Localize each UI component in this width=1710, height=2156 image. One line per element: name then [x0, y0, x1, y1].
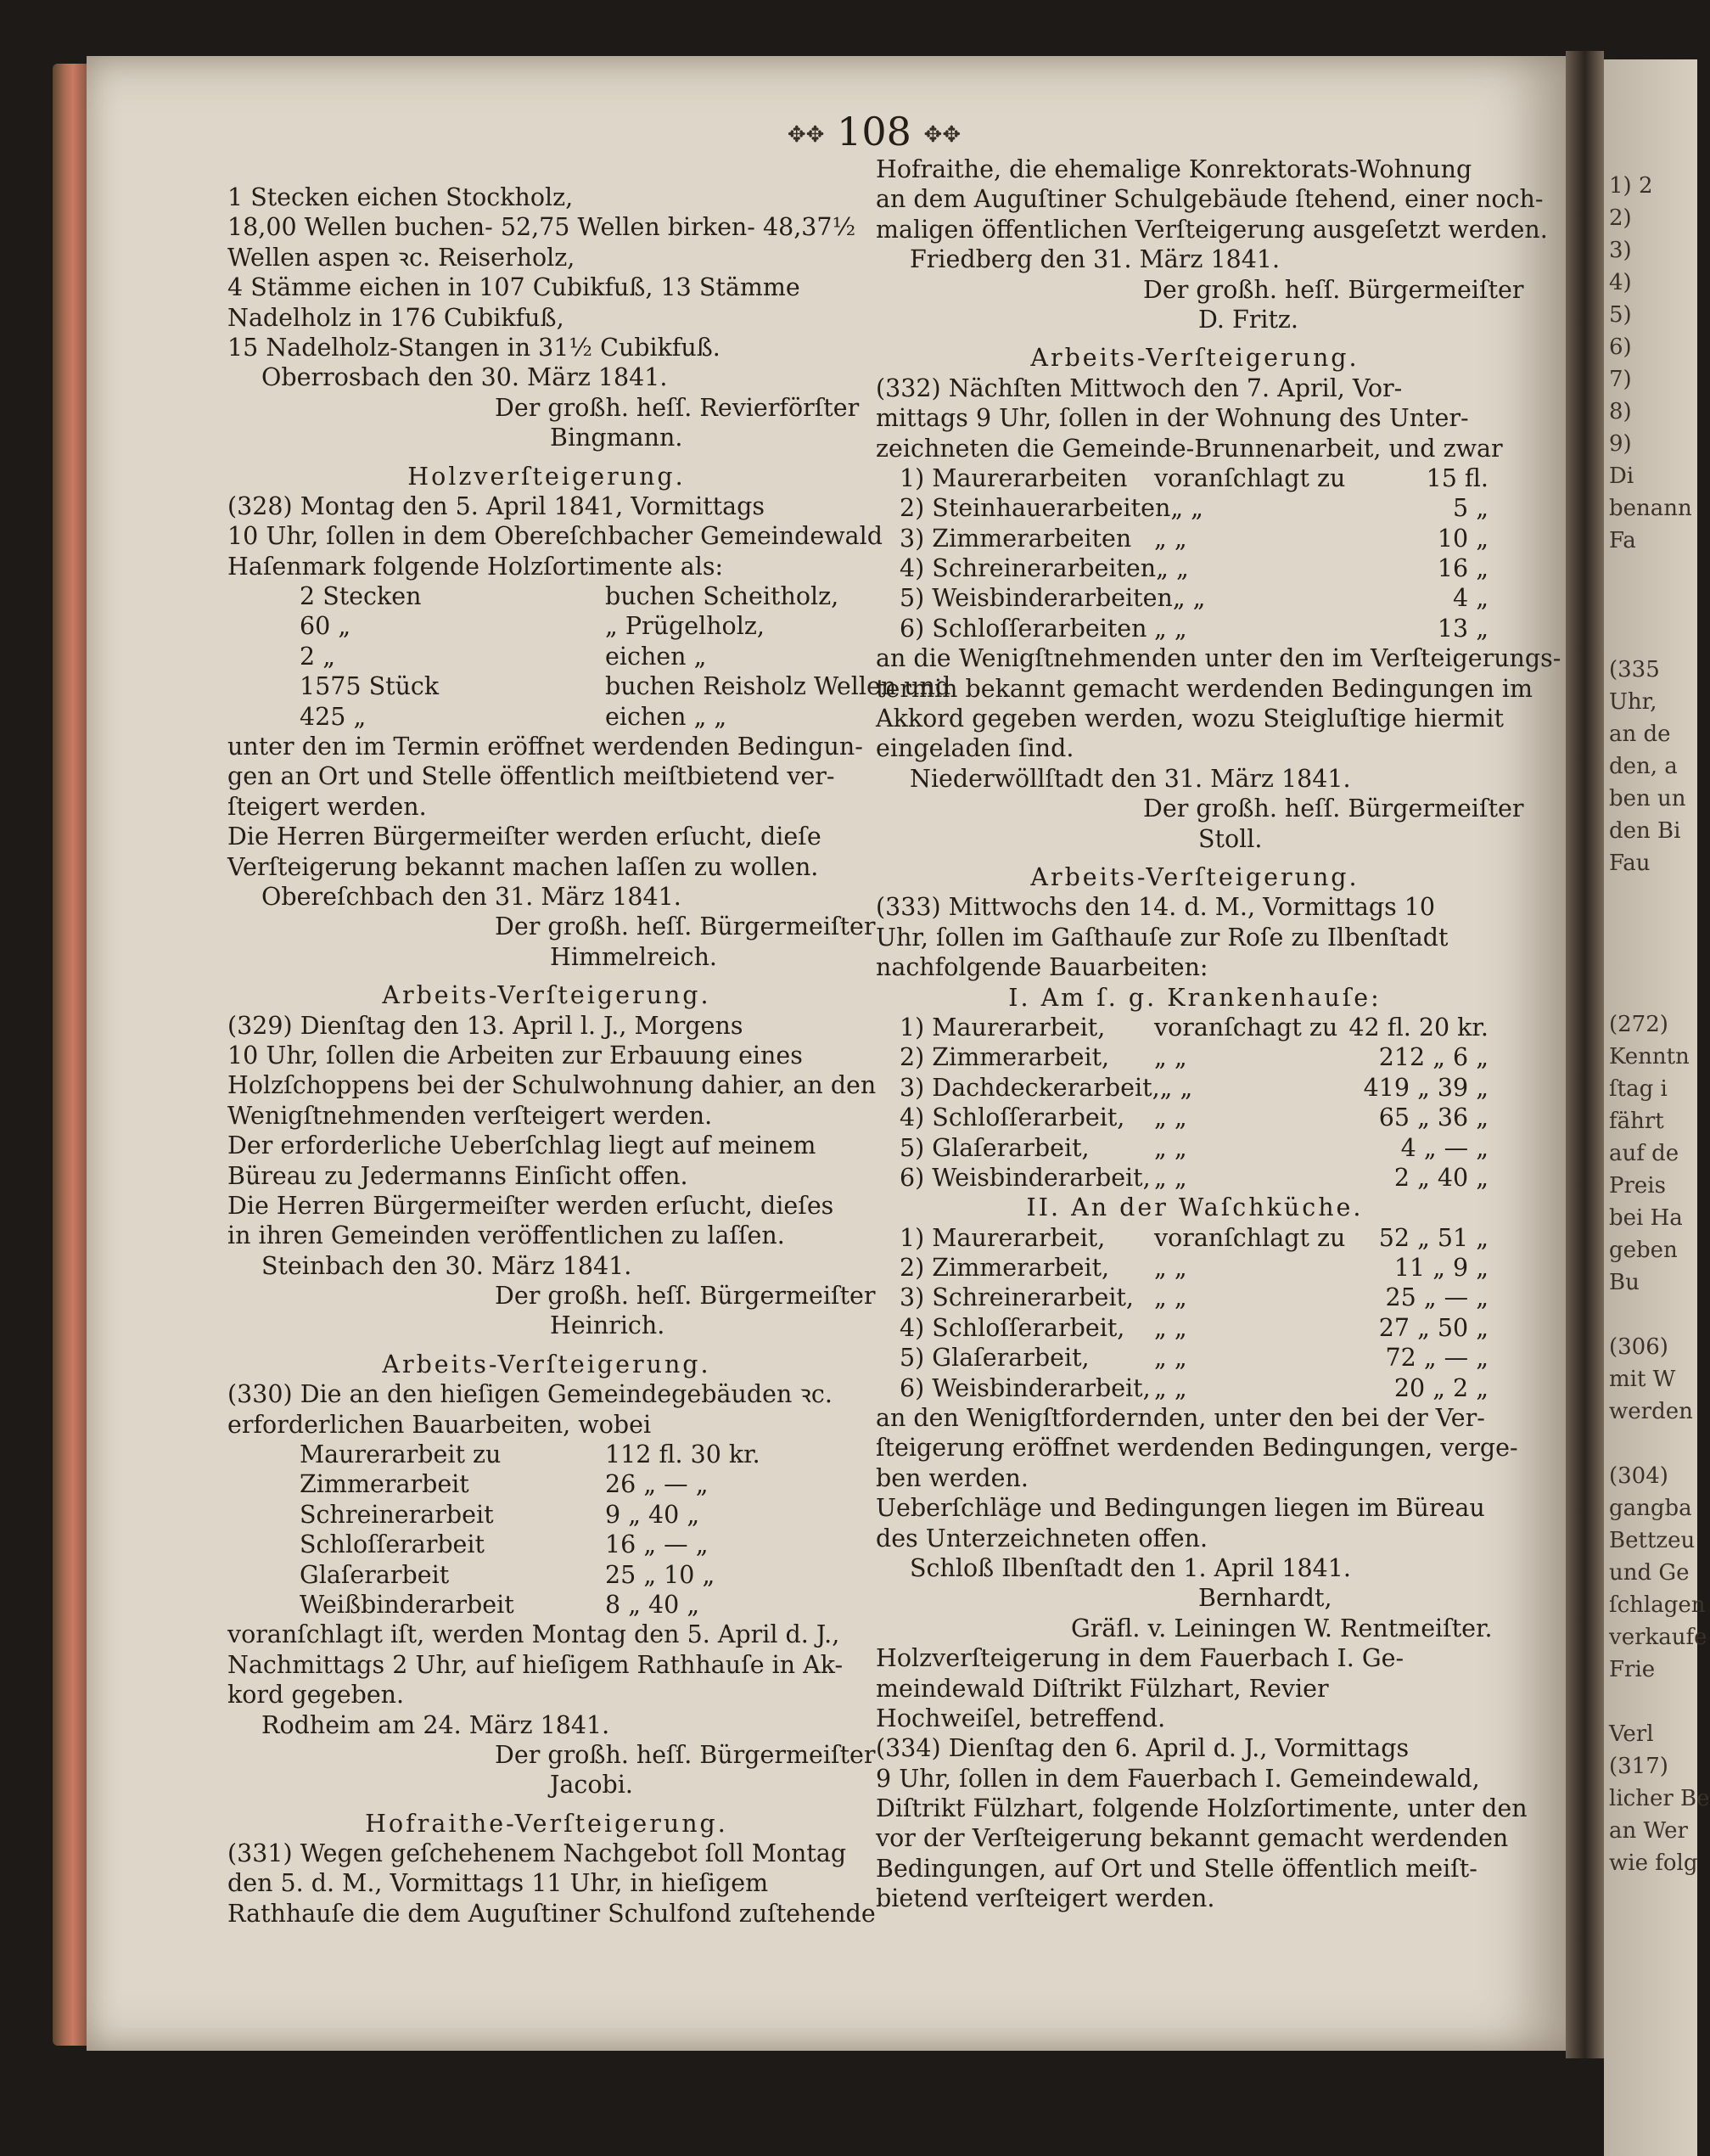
ornament-left-icon: ✥✥	[787, 122, 825, 148]
next-page-fragment: ſchlagen	[1609, 1592, 1706, 1618]
notice-line: Verſteigerung bekannt machen laſſen zu wollen.	[227, 852, 819, 881]
text-line: Wellen aspen ꝛc. Reiserholz,	[227, 243, 575, 272]
cost-item-value: 8 „ 40 „	[605, 1590, 700, 1619]
signature: Der großh. heſſ. Bürgermeiſter	[1143, 275, 1524, 304]
next-page-fragment	[1604, 1428, 1697, 1460]
cost-item-name: 1) Maurerarbeiten	[900, 463, 1128, 492]
wood-item-row	[227, 581, 866, 611]
next-page-fragment: fährt	[1609, 1109, 1664, 1134]
cost-item-row	[227, 1440, 866, 1469]
wood-item-description: „ Prügelholz,	[605, 612, 765, 641]
cost-item-row	[227, 1469, 866, 1499]
cost-item-note: „ „	[1170, 494, 1203, 523]
spacer	[227, 972, 866, 980]
next-page-fragment	[1604, 621, 1697, 654]
next-page-fragment: und Ge	[1609, 1560, 1690, 1586]
cost-item-name: 6) Schloſſerarbeiten	[900, 614, 1147, 643]
spacer	[227, 1341, 866, 1350]
section-heading: Arbeits-Verſteigerung.	[1030, 344, 1360, 373]
wood-item-description: buchen Scheitholz,	[605, 582, 839, 611]
next-page-fragment: Fau	[1609, 851, 1651, 876]
cost-item-row	[876, 1223, 1514, 1253]
next-page-fragment: ſtag i	[1609, 1076, 1668, 1102]
cost-item-note: „ „	[1154, 1344, 1187, 1373]
signature: Der großh. heſſ. Bürgermeiſter	[495, 1740, 876, 1769]
next-page-strip	[1604, 59, 1710, 2156]
spacer	[227, 1800, 866, 1809]
notice-line: Uhr, ſollen im Gaſthauſe zur Roſe zu Ilbenſtadt	[876, 923, 1449, 952]
cost-item-name: 5) Glaſerarbeit,	[900, 1133, 1090, 1162]
next-page-fragment: Kenntn	[1609, 1044, 1690, 1070]
signature: Der großh. heſſ. Bürgermeiſter	[495, 912, 876, 941]
place-date: Obereſchbach den 31. März 1841.	[261, 882, 681, 911]
next-page-fragment: 2)	[1609, 205, 1632, 231]
notice-line: 9 Uhr, ſollen in dem Fauerbach I. Gemeindewald,	[876, 1764, 1480, 1793]
notice-line: Diſtrikt Fülzhart, folgende Holzſortimente, unter den	[876, 1794, 1528, 1823]
next-page-fragment: Di	[1609, 463, 1634, 489]
next-page-fragment: 8)	[1609, 399, 1632, 424]
spacer	[227, 453, 866, 462]
notice-line: Bedingungen, auf Ort und Stelle öffentlich meiſt-	[876, 1854, 1477, 1883]
next-page-fragment	[1604, 944, 1697, 976]
notice-line: erforderlichen Bauarbeiten, wobei	[227, 1410, 652, 1439]
cost-item-row	[876, 1373, 1514, 1403]
notice-line: ſteigerung eröffnet werdenden Bedingungen, verge-	[876, 1434, 1518, 1463]
wood-item-row	[227, 642, 866, 671]
cost-item-value: 419 „ 39 „	[1363, 1073, 1489, 1102]
cost-item-row	[876, 583, 1514, 613]
notice-line: mittags 9 Uhr, ſollen in der Wohnung des Unter-	[876, 404, 1469, 433]
next-page-fragment: Bettzeu	[1609, 1528, 1696, 1553]
wood-item-row	[227, 702, 866, 732]
notice-line: Nachmittags 2 Uhr, auf hieſigem Rathhauſe in Ak-	[227, 1650, 844, 1679]
next-page-fragment: (317)	[1609, 1754, 1668, 1779]
next-page-fragment	[1604, 912, 1697, 944]
wood-item-description: eichen „	[605, 642, 707, 671]
notice-line: (331) Wegen geſchehenem Nachgebot ſoll Montag	[227, 1839, 847, 1868]
signature-name: Himmelreich.	[550, 942, 717, 971]
cost-item-name: 3) Zimmerarbeiten	[900, 524, 1132, 553]
cost-item-row	[876, 1013, 1514, 1042]
cost-item-name: 4) Schloſſerarbeit,	[900, 1313, 1125, 1342]
cost-item-name: 1) Maurerarbeit,	[900, 1013, 1106, 1042]
signature: Der großh. heſſ. Bürgermeiſter	[495, 1282, 876, 1311]
notice-line: an die Wenigſtnehmenden unter den im Verſteigerungs-	[876, 644, 1561, 673]
cost-item-name: 2) Zimmerarbeit,	[900, 1043, 1110, 1072]
cost-item-row	[876, 1253, 1514, 1283]
next-page-fragment: 4)	[1609, 270, 1632, 295]
next-page-fragment: den, a	[1609, 754, 1678, 779]
cost-item-value: 20 „ 2 „	[1393, 1373, 1489, 1402]
next-page-fragment: an Wer	[1609, 1818, 1688, 1844]
notice-line: in ihren Gemeinden veröffentlichen zu laſſen.	[227, 1221, 785, 1250]
signature-name: D. Fritz.	[1198, 305, 1298, 334]
next-page-fragment: (335	[1609, 657, 1660, 682]
cost-item-note: „ „	[1154, 1163, 1187, 1192]
notice-line: Akkord gegeben werden, wozu Steigluſtige hiermit	[876, 705, 1504, 733]
notice-line: Holzſchoppens bei der Schulwohnung dahier, an den	[227, 1071, 877, 1100]
next-page-fragment: Bu	[1609, 1270, 1640, 1295]
wood-item-quantity: 1575 Stück	[300, 672, 440, 701]
cost-item-row	[876, 463, 1514, 493]
cost-item-row	[876, 1313, 1514, 1343]
wood-item-description: eichen „ „	[605, 702, 727, 731]
signature: Gräfl. v. Leiningen W. Rentmeiſter.	[1071, 1614, 1493, 1642]
notice-line: Büreau zu Jedermanns Einſicht offen.	[227, 1161, 688, 1190]
notice-line: Haſenmark folgende Holzſortimente als:	[227, 552, 724, 581]
next-page-fragment: ben un	[1609, 786, 1686, 811]
cost-item-value: 10 „	[1437, 524, 1489, 553]
signature: Der großh. heſſ. Revierförſter	[495, 393, 860, 422]
section-heading: Holzverſteigerung.	[407, 462, 686, 491]
next-page-fragment: wie folg	[1609, 1850, 1698, 1876]
notice-line: des Unterzeichneten offen.	[876, 1524, 1208, 1552]
wood-item-quantity: 2 „	[300, 642, 335, 671]
cost-item-value: 4 „	[1453, 584, 1489, 613]
text-line: Nadelholz in 176 Cubikfuß,	[227, 303, 564, 332]
signature-name: Jacobi.	[550, 1771, 633, 1799]
cost-item-value: 25 „ 10 „	[605, 1560, 715, 1589]
notice-line: termin bekannt gemacht werdenden Bedingungen im	[876, 674, 1533, 703]
wood-item-quantity: 2 Stecken	[300, 582, 422, 611]
notice-line: Rathhauſe die dem Auguſtiner Schulfond zuſtehende	[227, 1899, 876, 1928]
next-page-fragment	[1604, 976, 1697, 1008]
next-page-fragment: (272)	[1609, 1012, 1668, 1037]
next-page-fragment: den Bi	[1609, 818, 1681, 844]
signature: Der großh. heſſ. Bürgermeiſter	[1143, 794, 1524, 823]
cost-item-name: Glaſerarbeit	[300, 1560, 450, 1589]
cost-item-value: 15 fl.	[1426, 463, 1489, 492]
cost-item-value: 27 „ 50 „	[1378, 1313, 1489, 1342]
notice-line: kord gegeben.	[227, 1681, 405, 1710]
page-number: 108	[837, 109, 911, 154]
next-page-fragment	[1604, 557, 1697, 589]
cost-item-row	[876, 614, 1514, 643]
next-page-fragment: 7)	[1609, 367, 1632, 392]
notice-line: Die Herren Bürgermeiſter werden erſucht, dieſes	[227, 1191, 834, 1220]
cost-item-name: Weißbinderarbeit	[300, 1590, 514, 1619]
cost-item-name: Zimmerarbeit	[300, 1470, 469, 1499]
next-page-fragment: Fa	[1609, 528, 1636, 553]
notice-line: gen an Ort und Stelle öffentlich meiſtbietend ver-	[227, 762, 835, 791]
wood-item-quantity: 425 „	[300, 702, 367, 731]
notice-line: Hofraithe, die ehemalige Konrektorats-Wohnung	[876, 155, 1472, 183]
cost-item-note: „ „	[1156, 554, 1189, 583]
cost-item-name: 6) Weisbinderarbeit,	[900, 1163, 1151, 1192]
cost-item-name: 3) Schreinerarbeit,	[900, 1283, 1134, 1312]
left-column	[227, 182, 951, 1929]
section-heading: Holzverſteigerung in dem Fauerbach I. Ge-	[876, 1644, 1404, 1673]
next-page-fragment: mit W	[1609, 1367, 1676, 1392]
cost-item-value: 16 „ — „	[605, 1530, 709, 1559]
next-page-fragment: gangba	[1609, 1496, 1692, 1521]
text-line: 4 Stämme eichen in 107 Cubikfuß, 13 Stämme	[227, 273, 800, 302]
notice-line: (334) Dienſtag den 6. April d. J., Vormittags	[876, 1734, 1410, 1763]
notice-line: Ueberſchläge und Bedingungen liegen im Büreau	[876, 1494, 1485, 1523]
cost-item-note: „ „	[1154, 1373, 1187, 1402]
notice-line: (330) Die an den hieſigen Gemeindegebäuden ꝛc.	[227, 1380, 833, 1409]
notice-line: (332) Nächſten Mittwoch den 7. April, Vor-	[876, 373, 1403, 402]
notice-line: 10 Uhr, ſollen in dem Obereſchbacher Gemeindewald	[227, 522, 883, 551]
cost-item-row	[876, 1283, 1514, 1312]
cost-item-value: 16 „	[1437, 554, 1489, 583]
cost-item-note: „ „	[1154, 1133, 1187, 1162]
next-page-fragment: (304)	[1609, 1463, 1668, 1489]
notice-line: den 5. d. M., Vormittags 11 Uhr, in hieſigem	[227, 1869, 769, 1898]
cost-item-row	[227, 1560, 866, 1590]
cost-item-note: voranſchlagt zu	[1154, 463, 1346, 492]
next-page-fragment	[1604, 1686, 1697, 1718]
notice-line: voranſchlagt iſt, werden Montag den 5. April d. J.,	[227, 1620, 840, 1649]
wood-item-row	[227, 671, 951, 701]
ornament-right-icon: ✥✥	[923, 122, 962, 148]
cost-item-row	[876, 493, 1514, 523]
place-date: Rodheim am 24. März 1841.	[261, 1710, 610, 1739]
cost-item-value: 52 „ 51 „	[1378, 1223, 1489, 1252]
wood-item-row	[227, 611, 866, 641]
cost-item-name: Maurerarbeit zu	[300, 1440, 502, 1469]
cost-item-value: 11 „ 9 „	[1393, 1254, 1489, 1283]
book-gutter	[1566, 51, 1604, 2058]
notice-line: ben werden.	[876, 1463, 1029, 1492]
notice-line: unter den im Termin eröffnet werdenden Bedingun-	[227, 733, 863, 761]
notice-line: an den Wenigſtfordernden, unter den bei der Ver-	[876, 1404, 1485, 1433]
wood-item-quantity: 60 „	[300, 612, 351, 641]
section-heading: Arbeits-Verſteigerung.	[382, 981, 711, 1010]
spacer	[876, 854, 1514, 862]
cost-item-value: 4 „ — „	[1400, 1133, 1489, 1162]
next-page-fragment: 1) 2	[1609, 173, 1653, 199]
notice-line: 10 Uhr, ſollen die Arbeiten zur Erbauung eines	[227, 1041, 803, 1070]
next-page-fragment: Uhr,	[1609, 689, 1657, 715]
cost-item-note: „ „	[1154, 1103, 1187, 1132]
cost-item-note: „ „	[1154, 1043, 1187, 1072]
signature-name: Heinrich.	[550, 1311, 665, 1340]
section-heading: Hofraithe-Verſteigerung.	[365, 1809, 728, 1838]
signature-name: Stoll.	[1198, 824, 1263, 853]
notice-line: maligen öffentlichen Verſteigerung ausgeſetzt werden.	[876, 215, 1548, 244]
spacer	[876, 334, 1514, 343]
subsection-heading: I. Am ſ. g. Krankenhauſe:	[1008, 983, 1382, 1012]
cost-item-name: 5) Weisbinderarbeiten	[900, 584, 1173, 613]
signature-name: Bernhardt,	[1198, 1584, 1332, 1613]
cost-item-name: Schreinerarbeit	[300, 1500, 494, 1529]
section-heading: Arbeits-Verſteigerung.	[1030, 862, 1360, 891]
cost-item-note: „ „	[1154, 1313, 1187, 1342]
next-page-fragment: 9)	[1609, 431, 1632, 457]
place-date: Friedberg den 31. März 1841.	[910, 245, 1281, 274]
notice-line: nachfolgende Bauarbeiten:	[876, 953, 1208, 982]
cost-item-name: 2) Zimmerarbeit,	[900, 1254, 1110, 1283]
next-page-fragment: Frie	[1609, 1657, 1656, 1682]
notice-line: vor der Verſteigerung bekannt gemacht werdenden	[876, 1824, 1509, 1853]
text-line: 18,00 Wellen buchen- 52,75 Wellen birken- 48,37½	[227, 213, 856, 242]
place-date: Schloß Ilbenſtadt den 1. April 1841.	[910, 1553, 1351, 1582]
cost-item-value: 2 „ 40 „	[1393, 1163, 1489, 1192]
place-date: Oberrosbach den 30. März 1841.	[261, 363, 668, 392]
cost-item-row	[876, 1103, 1514, 1132]
section-heading: meindewald Diſtrikt Fülzhart, Revier	[876, 1674, 1329, 1703]
section-heading: Hochweiſel, betreffend.	[876, 1704, 1166, 1732]
cost-item-row	[876, 524, 1514, 553]
place-date: Niederwöllſtadt den 31. März 1841.	[910, 764, 1351, 793]
next-page-fragment: Preis	[1609, 1173, 1666, 1199]
cost-item-value: 72 „ — „	[1385, 1344, 1489, 1373]
next-page-fragment: an de	[1609, 721, 1671, 747]
notice-line: Wenigſtnehmenden verſteigert werden.	[227, 1101, 713, 1130]
signature-name: Bingmann.	[550, 424, 683, 452]
notice-line: zeichneten die Gemeinde-Brunnenarbeit, und zwar	[876, 434, 1503, 463]
cost-item-row	[876, 553, 1514, 583]
cost-item-value: 5 „	[1453, 494, 1489, 523]
cost-item-value: 25 „ — „	[1385, 1283, 1489, 1312]
cost-item-name: 5) Glaſerarbeit,	[900, 1344, 1090, 1373]
notice-line: Der erforderliche Ueberſchlag liegt auf meinem	[227, 1131, 816, 1160]
cost-item-value: 9 „ 40 „	[605, 1500, 700, 1529]
cost-item-name: 1) Maurerarbeit,	[900, 1223, 1106, 1252]
notice-line: eingeladen ſind.	[876, 734, 1074, 763]
next-page-fragment	[1604, 589, 1697, 621]
cost-item-note: „ „	[1154, 1283, 1187, 1312]
right-column	[876, 154, 1561, 1914]
text-line: 15 Nadelholz-Stangen in 31½ Cubikfuß.	[227, 333, 720, 362]
cost-item-row	[227, 1590, 866, 1620]
notice-line: (328) Montag den 5. April 1841, Vormittags	[227, 491, 765, 520]
subsection-heading: II. An der Waſchküche.	[1026, 1193, 1364, 1222]
notice-line: (333) Mittwochs den 14. d. M., Vormittags 10	[876, 893, 1436, 922]
cost-item-note: „ „	[1159, 1073, 1193, 1102]
notice-line: ſteigert werden.	[227, 792, 427, 821]
section-heading: Arbeits-Verſteigerung.	[382, 1350, 711, 1378]
cost-item-name: 6) Weisbinderarbeit,	[900, 1373, 1151, 1402]
cost-item-note: „ „	[1154, 524, 1187, 553]
cost-item-value: 65 „ 36 „	[1378, 1103, 1489, 1132]
cost-item-row	[227, 1530, 866, 1559]
cost-item-value: 112 fl. 30 kr.	[605, 1440, 760, 1469]
cost-item-note: „ „	[1154, 1254, 1187, 1283]
next-page-fragment: 6)	[1609, 334, 1632, 360]
notice-line: (329) Dienſtag den 13. April l. J., Morgens	[227, 1011, 743, 1040]
cost-item-row	[876, 1073, 1514, 1103]
next-page-fragment	[1604, 1299, 1697, 1331]
next-page-fragment: (306)	[1609, 1334, 1668, 1360]
cost-item-row	[876, 1133, 1514, 1163]
wood-item-description: buchen Reisholz Wellen und	[605, 672, 951, 701]
next-page-fragment: Verl	[1609, 1721, 1654, 1747]
book-edge	[53, 64, 87, 2046]
cost-item-value: 212 „ 6 „	[1378, 1043, 1489, 1072]
next-page-fragment: geben	[1609, 1238, 1678, 1263]
cost-item-value: 26 „ — „	[605, 1470, 709, 1499]
cost-item-value: 13 „	[1437, 614, 1489, 643]
cost-item-name: 3) Dachdeckerarbeit,	[900, 1073, 1160, 1102]
notice-line: an dem Auguſtiner Schulgebäude ſtehend, einer noch-	[876, 185, 1544, 214]
page-header	[747, 109, 1001, 154]
cost-item-name: 4) Schreinerarbeiten	[900, 554, 1157, 583]
cost-item-note: „ „	[1172, 584, 1206, 613]
cost-item-row	[227, 1500, 866, 1530]
next-page-fragment: auf de	[1609, 1141, 1679, 1166]
cost-item-value: 42 fl. 20 kr.	[1348, 1013, 1489, 1042]
next-page-fragment: benann	[1609, 496, 1692, 521]
next-page-fragment: verkaufe	[1609, 1625, 1707, 1650]
cost-item-name: 2) Steinhauerarbeiten	[900, 494, 1171, 523]
notice-line: bietend verſteigert werden.	[876, 1884, 1215, 1913]
notice-line: Die Herren Bürgermeiſter werden erſucht, dieſe	[227, 823, 821, 851]
cost-item-note: „ „	[1154, 614, 1187, 643]
cost-item-name: 4) Schloſſerarbeit,	[900, 1103, 1125, 1132]
next-page-fragment: licher Be	[1609, 1786, 1710, 1811]
cost-item-note: voranſchagt zu	[1154, 1013, 1338, 1042]
cost-item-row	[876, 1163, 1514, 1193]
next-page-fragment: 5)	[1609, 302, 1632, 328]
cost-item-row	[876, 1042, 1514, 1072]
text-line: 1 Stecken eichen Stockholz,	[227, 183, 574, 211]
cost-item-row	[876, 1343, 1514, 1373]
cost-item-name: Schloſſerarbeit	[300, 1530, 485, 1559]
cost-item-note: voranſchlagt zu	[1154, 1223, 1346, 1252]
next-page-fragment	[1604, 879, 1697, 912]
next-page-fragment: werden	[1609, 1399, 1693, 1424]
place-date: Steinbach den 30. März 1841.	[261, 1251, 632, 1280]
next-page-fragment: bei Ha	[1609, 1205, 1683, 1231]
next-page-fragment: 3)	[1609, 238, 1632, 263]
